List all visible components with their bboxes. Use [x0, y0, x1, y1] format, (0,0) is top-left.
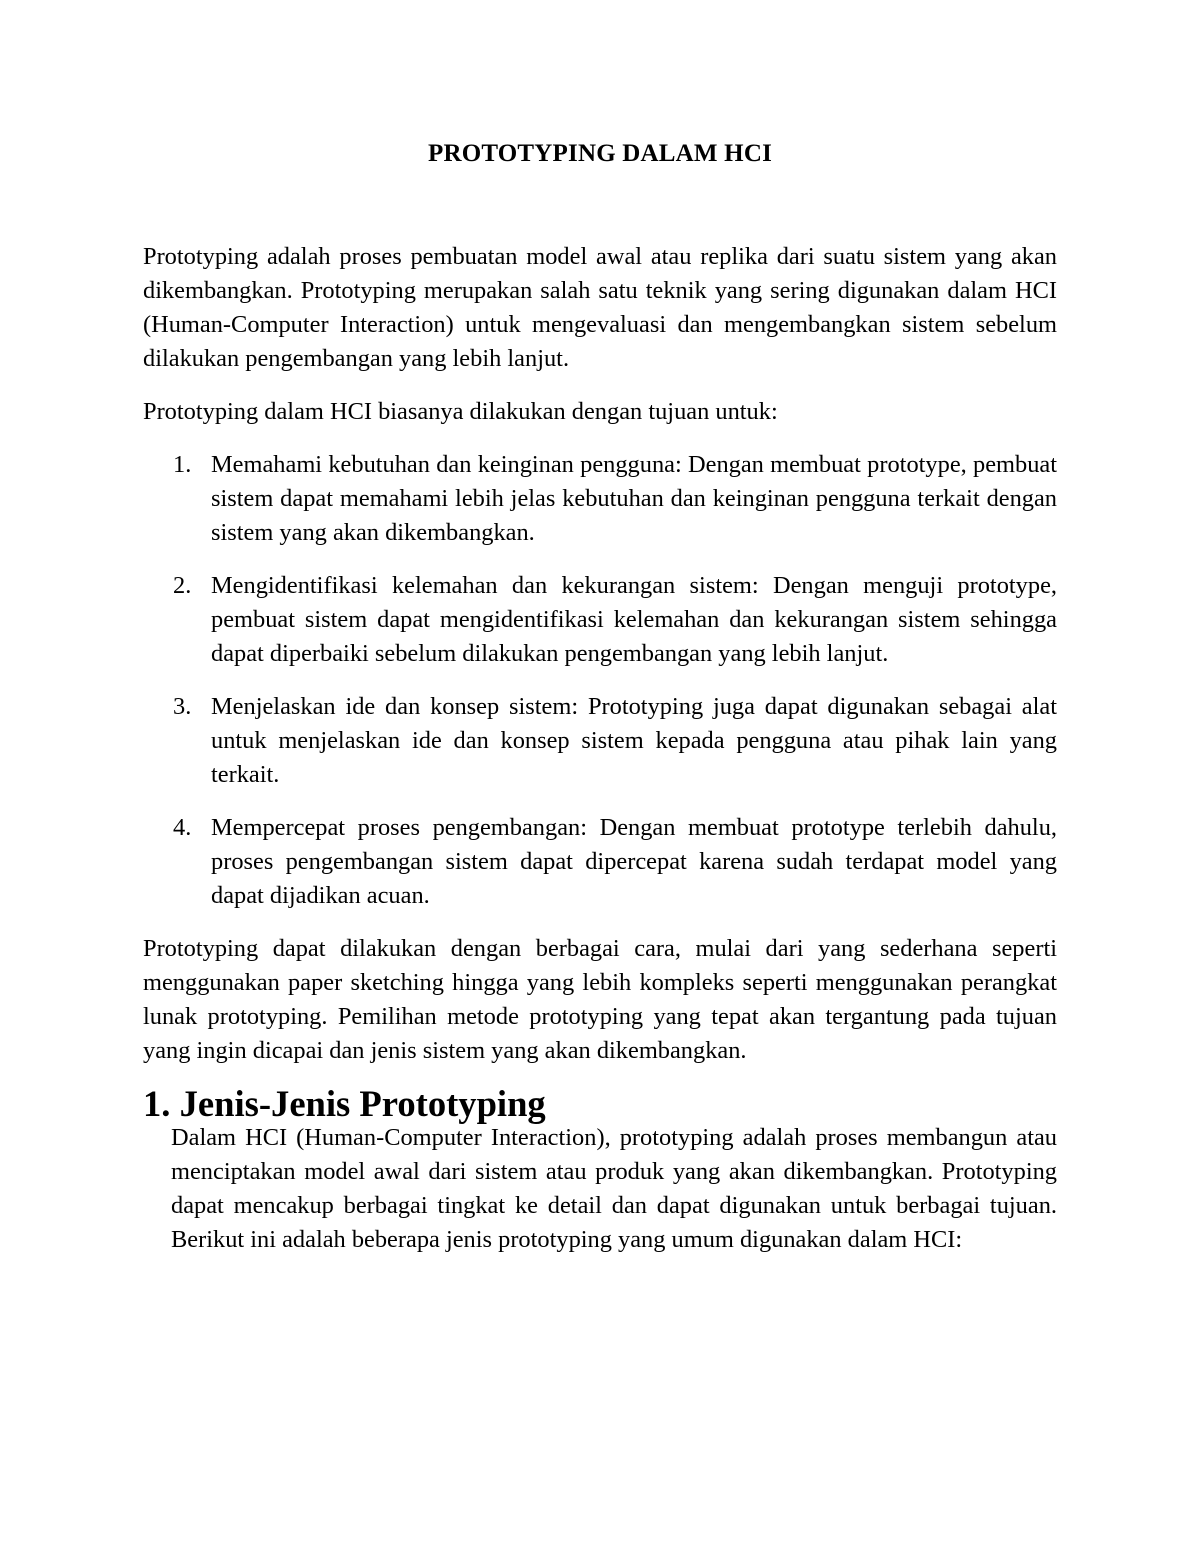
document-body	[143, 240, 1057, 1257]
purpose-lead: Prototyping dalam HCI biasanya dilakukan dengan tujuan untuk:	[143, 398, 778, 425]
section-paragraph: Dalam HCI (Human-Computer Interaction), prototyping adalah proses membangun atau menciptakan model awal dari sistem atau produk yang akan dikembangkan. Prototyping dapat mencakup berbagai tingkat ke detail dan dapat digunakan untuk berbagai tujuan. Berikut ini adalah beberapa jenis prototyping yang umum digunakan dalam HCI:	[171, 1124, 1057, 1253]
list-item-number: 1.	[173, 451, 192, 478]
list-item-number: 4.	[173, 814, 192, 841]
list-item-text: Mengidentifikasi kelemahan dan kekurangan sistem: Dengan menguji prototype, pembuat sistem dapat mengidentifikasi kelemahan dan kekurangan sistem sehingga dapat diperbaiki sebelum dilakukan pengembangan yang lebih lanjut.	[211, 572, 1057, 667]
list-item-number: 3.	[173, 693, 192, 720]
list-item-text: Menjelaskan ide dan konsep sistem: Prototyping juga dapat digunakan sebagai alat untuk menjelaskan ide dan konsep sistem kepada pengguna atau pihak lain yang terkait.	[211, 693, 1057, 788]
intro-paragraph: Prototyping adalah proses pembuatan model awal atau replika dari suatu sistem yang akan dikembangkan. Prototyping merupakan salah satu teknik yang sering digunakan dalam HCI (Human-Computer Interaction) untuk mengevaluasi dan mengembangkan sistem sebelum dilakukan pengembangan yang lebih lanjut.	[143, 243, 1057, 372]
methods-paragraph: Prototyping dapat dilakukan dengan berbagai cara, mulai dari yang sederhana seperti menggunakan paper sketching hingga yang lebih kompleks seperti menggunakan perangkat lunak prototyping. Pemilihan metode prototyping yang tepat akan tergantung pada tujuan yang ingin dicapai dan jenis sistem yang akan dikembangkan.	[143, 935, 1057, 1064]
list-item	[143, 690, 1057, 792]
purpose-list	[143, 448, 1057, 913]
list-item	[143, 569, 1057, 671]
list-item-text: Memahami kebutuhan dan keinginan pengguna: Dengan membuat prototype, pembuat sistem dapat memahami lebih jelas kebutuhan dan keinginan pengguna terkait dengan sistem yang akan dikembangkan.	[211, 451, 1057, 546]
list-item-text: Mempercepat proses pengembangan: Dengan membuat prototype terlebih dahulu, proses pengembangan sistem dapat dipercepat karena sudah terdapat model yang dapat dijadikan acuan.	[211, 814, 1057, 909]
list-item	[143, 448, 1057, 550]
section-heading: 1. Jenis-Jenis Prototyping	[143, 1083, 546, 1124]
document-title: PROTOTYPING DALAM HCI	[427, 140, 773, 167]
list-item-number: 2.	[173, 572, 192, 599]
list-item	[143, 811, 1057, 913]
